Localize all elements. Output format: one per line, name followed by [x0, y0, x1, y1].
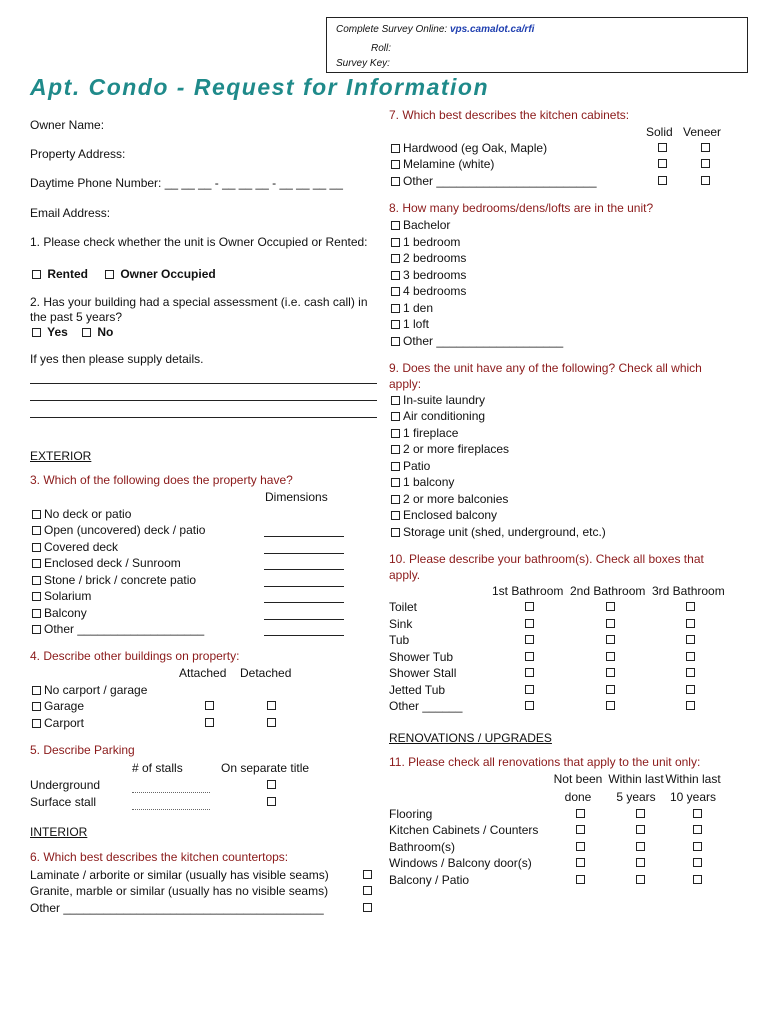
q10-bath2-checkbox-3[interactable]: [606, 652, 615, 661]
q11-item-2[interactable]: [389, 840, 455, 854]
q8-item-7[interactable]: [391, 334, 563, 348]
q8-item-4-checkbox[interactable]: [391, 287, 400, 296]
q9-item-1-checkbox[interactable]: [391, 412, 400, 421]
q11-item-2-label: Bathroom(s): [389, 840, 456, 854]
q5-item-0-label: Underground: [30, 778, 101, 792]
survey-online-line: [336, 21, 534, 35]
no-label: No: [97, 325, 114, 339]
stalls-header: # of stalls: [132, 761, 183, 775]
q9-item-7-label: Enclosed balcony: [403, 508, 498, 522]
attached-header: Attached: [179, 666, 227, 680]
phone-label: Daytime Phone Number: __ __ __ - __ __ __ - __ __ __ __: [30, 176, 343, 190]
q7-veneer-checkbox-1[interactable]: [701, 159, 710, 168]
q10-item-2-label: Tub: [389, 633, 410, 647]
details-line-3[interactable]: [30, 417, 377, 418]
q10-item-4[interactable]: [389, 666, 456, 680]
owner-occupied-checkbox[interactable]: [105, 270, 114, 279]
q3-item-6-checkbox[interactable]: [32, 609, 41, 618]
q3-item-1[interactable]: [32, 523, 205, 537]
q8-item-1[interactable]: [391, 235, 460, 249]
q3-item-1-checkbox[interactable]: [32, 526, 41, 535]
q5-item-1-label: Surface stall: [30, 795, 97, 809]
reno-header-10-years: [664, 772, 722, 804]
q3-item-3[interactable]: [32, 556, 181, 570]
q9-item-1-label: Air conditioning: [403, 409, 486, 423]
q9-item-2-checkbox[interactable]: [391, 429, 400, 438]
q3-item-5[interactable]: [32, 589, 91, 603]
yes-checkbox[interactable]: [32, 328, 41, 337]
q9-item-2-label: 1 fireplace: [403, 426, 459, 440]
reno-header-5-years: [606, 772, 666, 804]
q11-item-3[interactable]: [389, 856, 532, 870]
q8-item-5-label: 1 den: [403, 301, 434, 315]
q8-item-1-label: 1 bedroom: [403, 235, 461, 249]
q7-item-0-checkbox[interactable]: [391, 144, 400, 153]
q5-stalls-line-1[interactable]: [132, 809, 210, 810]
q10-item-6-label: Other ______: [389, 699, 463, 713]
q11-not-done-checkbox-1[interactable]: [576, 825, 585, 834]
q10-text-line2: apply.: [389, 568, 421, 582]
q8-item-6-checkbox[interactable]: [391, 320, 400, 329]
q10-bath3-checkbox-6[interactable]: [686, 701, 695, 710]
q6-item-1-label: Granite, marble or similar (usually has no visible seams): [30, 884, 329, 898]
q3-item-4-label: Stone / brick / concrete patio: [44, 573, 197, 587]
exterior-heading: EXTERIOR: [30, 449, 92, 463]
q10-bath2-checkbox-2[interactable]: [606, 635, 615, 644]
q11-item-1-label: Kitchen Cabinets / Counters: [389, 823, 539, 837]
q3-dimension-line-3[interactable]: [264, 569, 344, 570]
q5-separate-title-checkbox-0[interactable]: [267, 780, 276, 789]
q6-item-1[interactable]: [30, 884, 328, 898]
q10-bath1-checkbox-2[interactable]: [525, 635, 534, 644]
q4-item-0[interactable]: [32, 683, 147, 697]
q8-item-0-checkbox[interactable]: [391, 221, 400, 230]
bath-header-3: 3rd Bathroom: [652, 584, 725, 598]
no-option[interactable]: [82, 325, 113, 339]
q3-dimension-line-2[interactable]: [264, 553, 344, 554]
q11-item-0-label: Flooring: [389, 807, 433, 821]
q7-item-1-checkbox[interactable]: [391, 160, 400, 169]
q11-not-done-checkbox-2[interactable]: [576, 842, 585, 851]
details-line-1[interactable]: [30, 383, 377, 384]
q3-item-4-checkbox[interactable]: [32, 576, 41, 585]
separate-title-header: On separate title: [221, 761, 310, 775]
q8-item-2[interactable]: [391, 251, 466, 265]
q11-text: 11. Please check all renovations that apply to the unit only:: [389, 755, 701, 769]
q4-item-1-label: Garage: [44, 699, 85, 713]
reno-header-not-done: [551, 772, 605, 804]
q3-item-5-checkbox[interactable]: [32, 592, 41, 601]
q2-text-line2: the past 5 years?: [30, 310, 123, 324]
details-line-2[interactable]: [30, 400, 377, 401]
q11-5-years-checkbox-3[interactable]: [636, 858, 645, 867]
q9-item-0[interactable]: [391, 393, 485, 407]
q9-item-0-checkbox[interactable]: [391, 396, 400, 405]
q6-checkbox-1[interactable]: [363, 886, 372, 895]
q11-item-4-label: Balcony / Patio: [389, 873, 470, 887]
q3-item-7[interactable]: [32, 622, 204, 636]
q9-item-6[interactable]: [391, 492, 508, 506]
q9-item-5-label: 1 balcony: [403, 475, 455, 489]
q4-attached-checkbox-1[interactable]: [205, 701, 214, 710]
q10-item-5-label: Jetted Tub: [389, 683, 446, 697]
q5-item-1[interactable]: [30, 795, 96, 809]
q10-bath3-checkbox-4[interactable]: [686, 668, 695, 677]
q11-not-done-checkbox-4[interactable]: [576, 875, 585, 884]
q9-item-8[interactable]: [391, 525, 606, 539]
q9-item-1[interactable]: [391, 409, 485, 423]
q8-item-7-label: Other ___________________: [403, 334, 564, 348]
renovations-heading: RENOVATIONS / UPGRADES: [389, 731, 552, 745]
bath-header-2: 2nd Bathroom: [570, 584, 646, 598]
solid-header: Solid: [646, 125, 673, 139]
roll-label: Roll:: [371, 43, 392, 54]
q3-item-6-label: Balcony: [44, 606, 87, 620]
survey-url[interactable]: vps.camalot.ca/rfi: [449, 24, 535, 35]
q3-item-3-label: Enclosed deck / Sunroom: [44, 556, 181, 570]
q5-item-0[interactable]: [30, 778, 100, 792]
email-label: Email Address:: [30, 206, 111, 220]
reno-header-not-done-line2: done: [564, 790, 592, 804]
veneer-header: Veneer: [683, 125, 722, 139]
q10-bath1-checkbox-5[interactable]: [525, 685, 534, 694]
q4-detached-checkbox-1[interactable]: [267, 701, 276, 710]
q9-text-line1: 9. Does the unit have any of the following? Check all which: [389, 361, 702, 375]
q5-separate-title-checkbox-1[interactable]: [267, 797, 276, 806]
q8-item-4[interactable]: [391, 284, 466, 298]
detached-header: Detached: [240, 666, 292, 680]
q8-item-2-label: 2 bedrooms: [403, 251, 467, 265]
q3-item-4[interactable]: [32, 573, 196, 587]
survey-info-box: [326, 17, 748, 73]
q8-item-0[interactable]: [391, 218, 450, 232]
q10-bath1-checkbox-6[interactable]: [525, 701, 534, 710]
q11-item-1[interactable]: [389, 823, 538, 837]
q8-text: 8. How many bedrooms/dens/lofts are in the unit?: [389, 201, 654, 215]
q10-bath1-checkbox-1[interactable]: [525, 619, 534, 628]
q10-bath3-checkbox-3[interactable]: [686, 652, 695, 661]
dimensions-header: Dimensions: [265, 490, 328, 504]
q6-item-2[interactable]: [30, 901, 324, 915]
q4-item-1-checkbox[interactable]: [32, 702, 41, 711]
q9-item-7-checkbox[interactable]: [391, 511, 400, 520]
q3-item-3-checkbox[interactable]: [32, 559, 41, 568]
property-address-label: Property Address:: [30, 147, 126, 161]
survey-online-label: Complete Survey Online:: [336, 24, 450, 35]
q4-attached-checkbox-2[interactable]: [205, 718, 214, 727]
q7-item-1[interactable]: [391, 157, 494, 171]
q8-item-3[interactable]: [391, 268, 466, 282]
yes-option[interactable]: [32, 325, 68, 339]
q9-item-2[interactable]: [391, 426, 458, 440]
q3-item-2-label: Covered deck: [44, 540, 119, 554]
q10-item-6[interactable]: [389, 699, 462, 713]
reno-header-not-done-line1: Not been: [553, 772, 603, 786]
q7-item-2[interactable]: [391, 174, 597, 188]
q9-item-6-checkbox[interactable]: [391, 495, 400, 504]
q2-text-line1: 2. Has your building had a special assessment (i.e. cash call) in: [30, 295, 368, 309]
q11-5-years-checkbox-1[interactable]: [636, 825, 645, 834]
q3-item-2[interactable]: [32, 540, 118, 554]
q11-item-0[interactable]: [389, 807, 432, 821]
q3-item-5-label: Solarium: [44, 589, 92, 603]
q9-item-4-label: Patio: [403, 459, 431, 473]
q8-item-2-checkbox[interactable]: [391, 254, 400, 263]
q9-item-0-label: In-suite laundry: [403, 393, 486, 407]
q7-solid-checkbox-1[interactable]: [658, 159, 667, 168]
q9-text-line2: apply:: [389, 377, 422, 391]
q10-text-line1: 10. Please describe your bathroom(s). Check all boxes that: [389, 552, 704, 566]
q6-checkbox-0[interactable]: [363, 870, 372, 879]
reno-header-5-years-line2: 5 years: [616, 790, 656, 804]
q8-item-6-label: 1 loft: [403, 317, 430, 331]
q11-5-years-checkbox-4[interactable]: [636, 875, 645, 884]
q7-item-2-label: Other ________________________: [403, 174, 597, 188]
q4-item-2-label: Carport: [44, 716, 85, 730]
q11-10-years-checkbox-3[interactable]: [693, 858, 702, 867]
q11-5-years-checkbox-0[interactable]: [636, 809, 645, 818]
q9-item-7[interactable]: [391, 508, 497, 522]
q7-item-0[interactable]: [391, 141, 547, 155]
q8-item-5-checkbox[interactable]: [391, 304, 400, 313]
q6-item-2-label: Other _______________________________________: [30, 901, 324, 915]
q3-item-1-label: Open (uncovered) deck / patio: [44, 523, 206, 537]
q10-bath1-checkbox-3[interactable]: [525, 652, 534, 661]
q7-item-0-label: Hardwood (eg Oak, Maple): [403, 141, 548, 155]
owner-occupied-option[interactable]: [105, 267, 216, 281]
q5-stalls-line-0[interactable]: [132, 792, 210, 793]
q6-item-0-label: Laminate / arborite or similar (usually has visible seams): [30, 868, 329, 882]
q4-item-2-checkbox[interactable]: [32, 719, 41, 728]
q10-bath3-checkbox-5[interactable]: [686, 685, 695, 694]
q10-bath2-checkbox-1[interactable]: [606, 619, 615, 628]
q11-item-3-label: Windows / Balcony door(s): [389, 856, 532, 870]
q9-item-4[interactable]: [391, 459, 430, 473]
q10-item-3[interactable]: [389, 650, 453, 664]
reno-header-5-years-line1: Within last: [608, 772, 664, 786]
if-yes-text: If yes then please supply details.: [30, 352, 204, 366]
bath-header-1: 1st Bathroom: [492, 584, 564, 598]
q3-item-0-label: No deck or patio: [44, 507, 132, 521]
q1-text: 1. Please check whether the unit is Owner Occupied or Rented:: [30, 235, 368, 249]
q3-text: 3. Which of the following does the property have?: [30, 473, 293, 487]
q10-bath2-checkbox-4[interactable]: [606, 668, 615, 677]
q9-item-5-checkbox[interactable]: [391, 478, 400, 487]
rented-checkbox[interactable]: [32, 270, 41, 279]
q11-5-years-checkbox-2[interactable]: [636, 842, 645, 851]
q9-item-8-label: Storage unit (shed, underground, etc.): [403, 525, 606, 539]
q10-item-5[interactable]: [389, 683, 445, 697]
q10-bath2-checkbox-0[interactable]: [606, 602, 615, 611]
q8-item-0-label: Bachelor: [403, 218, 451, 232]
q8-item-5[interactable]: [391, 301, 433, 315]
q10-item-1-label: Sink: [389, 617, 413, 631]
q9-item-4-checkbox[interactable]: [391, 462, 400, 471]
q3-item-6[interactable]: [32, 606, 87, 620]
q6-item-0[interactable]: [30, 868, 329, 882]
interior-heading: INTERIOR: [30, 825, 88, 839]
q3-dimension-line-6[interactable]: [264, 619, 344, 620]
q11-not-done-checkbox-0[interactable]: [576, 809, 585, 818]
q7-item-1-label: Melamine (white): [403, 157, 495, 171]
q10-item-0-label: Toilet: [389, 600, 418, 614]
q11-item-4[interactable]: [389, 873, 469, 887]
q9-item-3-checkbox[interactable]: [391, 445, 400, 454]
yes-label: Yes: [47, 325, 68, 339]
owner-name-label: Owner Name:: [30, 118, 105, 132]
q10-bath1-checkbox-4[interactable]: [525, 668, 534, 677]
q6-checkbox-2[interactable]: [363, 903, 372, 912]
no-checkbox[interactable]: [82, 328, 91, 337]
reno-header-10-years-line2: 10 years: [669, 790, 717, 804]
q10-bath3-checkbox-0[interactable]: [686, 602, 695, 611]
q4-item-1[interactable]: [32, 699, 84, 713]
q7-solid-checkbox-0[interactable]: [658, 143, 667, 152]
q3-dimension-line-5[interactable]: [264, 602, 344, 603]
q10-bath3-checkbox-1[interactable]: [686, 619, 695, 628]
q4-text: 4. Describe other buildings on property:: [30, 649, 240, 663]
reno-header-10-years-line1: Within last: [665, 772, 721, 786]
q5-text: 5. Describe Parking: [30, 743, 135, 757]
q4-item-2[interactable]: [32, 716, 84, 730]
q9-item-5[interactable]: [391, 475, 454, 489]
q10-bath1-checkbox-0[interactable]: [525, 602, 534, 611]
q9-item-8-checkbox[interactable]: [391, 528, 400, 537]
rented-label: Rented: [47, 267, 89, 281]
survey-key-label: Survey Key:: [336, 58, 390, 69]
page-title: Apt. Condo - Request for Information: [30, 74, 490, 100]
q7-text: 7. Which best describes the kitchen cabinets:: [389, 108, 630, 122]
q3-dimension-line-4[interactable]: [264, 586, 344, 587]
q11-10-years-checkbox-0[interactable]: [693, 809, 702, 818]
q7-solid-checkbox-2[interactable]: [658, 176, 667, 185]
q3-item-0[interactable]: [32, 507, 131, 521]
q3-item-7-label: Other ___________________: [44, 622, 205, 636]
owner-occupied-label: Owner Occupied: [120, 267, 216, 281]
q7-veneer-checkbox-2[interactable]: [701, 176, 710, 185]
q8-item-3-checkbox[interactable]: [391, 271, 400, 280]
q10-bath2-checkbox-5[interactable]: [606, 685, 615, 694]
q7-veneer-checkbox-0[interactable]: [701, 143, 710, 152]
q8-item-3-label: 3 bedrooms: [403, 268, 467, 282]
q3-item-0-checkbox[interactable]: [32, 510, 41, 519]
q9-item-3[interactable]: [391, 442, 509, 456]
rented-option[interactable]: [32, 267, 88, 281]
q8-item-1-checkbox[interactable]: [391, 238, 400, 247]
q3-item-2-checkbox[interactable]: [32, 543, 41, 552]
q11-10-years-checkbox-1[interactable]: [693, 825, 702, 834]
q3-dimension-line-7[interactable]: [264, 635, 344, 636]
q10-item-0[interactable]: [389, 600, 417, 614]
q4-item-0-checkbox[interactable]: [32, 686, 41, 695]
q11-10-years-checkbox-2[interactable]: [693, 842, 702, 851]
q9-item-6-label: 2 or more balconies: [403, 492, 509, 506]
q8-item-4-label: 4 bedrooms: [403, 284, 467, 298]
q10-bath3-checkbox-2[interactable]: [686, 635, 695, 644]
q7-item-2-checkbox[interactable]: [391, 177, 400, 186]
q3-dimension-line-1[interactable]: [264, 536, 344, 537]
q10-item-1[interactable]: [389, 617, 412, 631]
q11-not-done-checkbox-3[interactable]: [576, 858, 585, 867]
q4-detached-checkbox-2[interactable]: [267, 718, 276, 727]
q10-bath2-checkbox-6[interactable]: [606, 701, 615, 710]
q6-text: 6. Which best describes the kitchen countertops:: [30, 850, 289, 864]
q4-item-0-label: No carport / garage: [44, 683, 148, 697]
q10-item-4-label: Shower Stall: [389, 666, 457, 680]
q11-10-years-checkbox-4[interactable]: [693, 875, 702, 884]
q9-item-3-label: 2 or more fireplaces: [403, 442, 510, 456]
q10-item-2[interactable]: [389, 633, 409, 647]
q8-item-6[interactable]: [391, 317, 429, 331]
q3-item-7-checkbox[interactable]: [32, 625, 41, 634]
q8-item-7-checkbox[interactable]: [391, 337, 400, 346]
q10-item-3-label: Shower Tub: [389, 650, 454, 664]
